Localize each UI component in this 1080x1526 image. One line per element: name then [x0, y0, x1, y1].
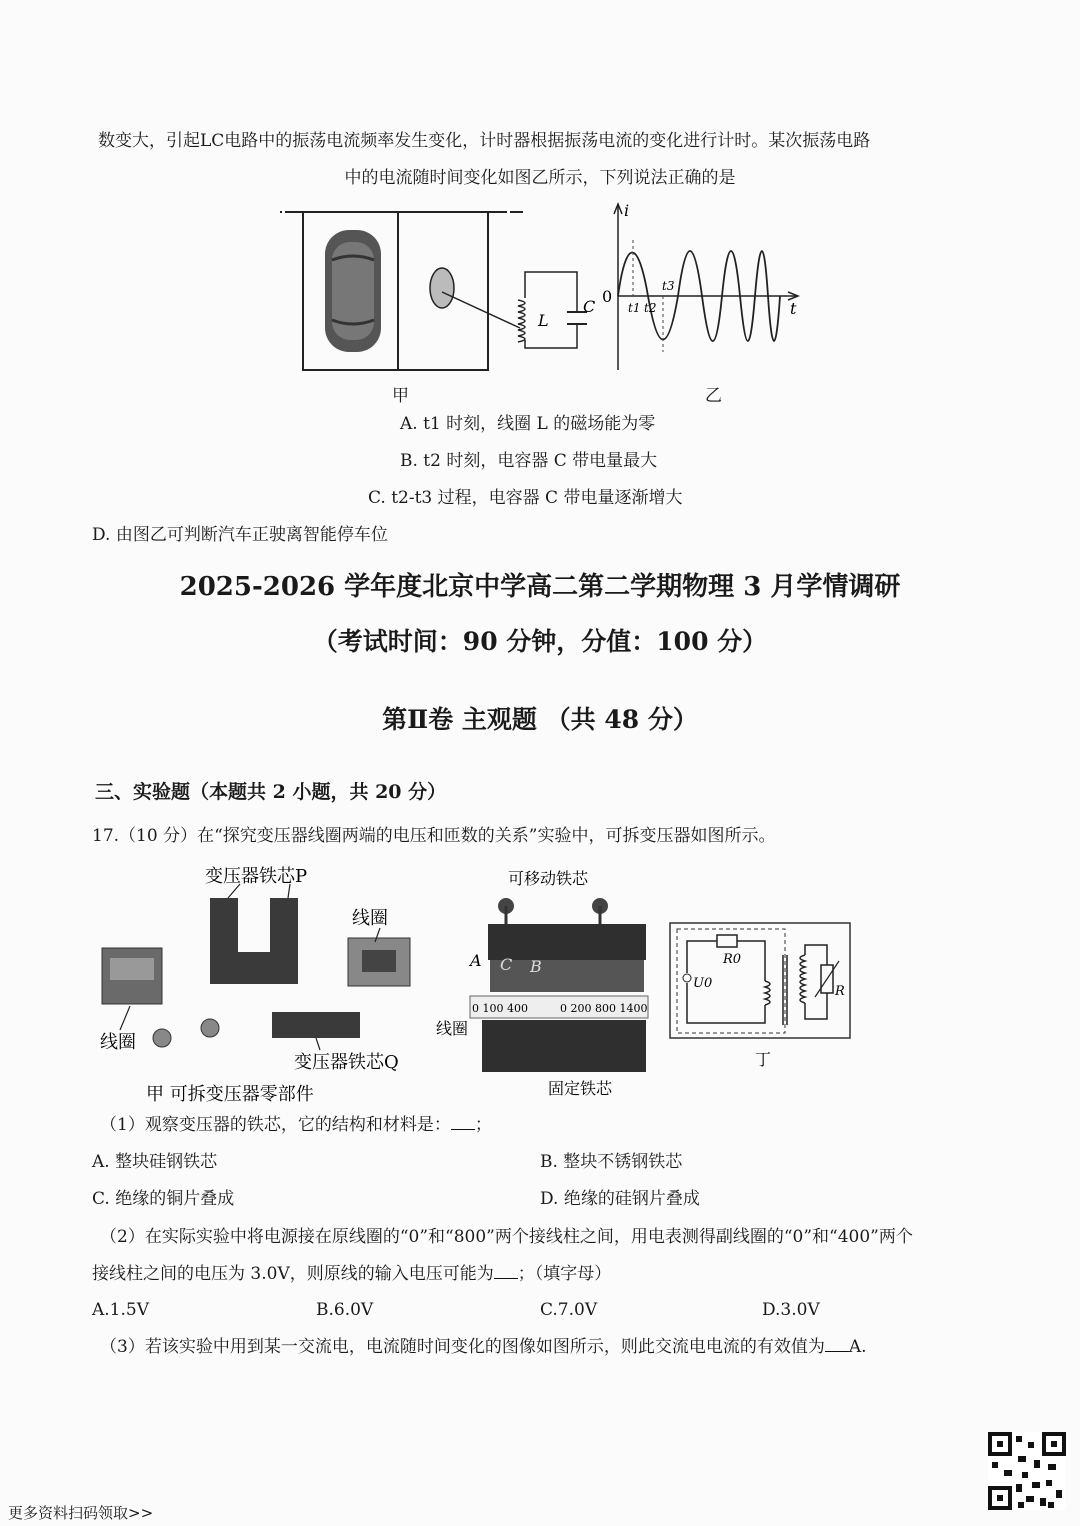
- inductor-coil: [518, 300, 525, 342]
- answer-blank-3[interactable]: [825, 1337, 849, 1352]
- t1-label: t1: [628, 301, 641, 315]
- q17-sub2-option-b: B.6.0V: [316, 1300, 374, 1320]
- core-q: [272, 1012, 360, 1038]
- q17-sub2-option-a: A.1.5V: [92, 1300, 149, 1320]
- fixed-core: [482, 1020, 646, 1072]
- figure-transformer-parts: [90, 860, 430, 1110]
- q17-sub3-text: （3）若该实验中用到某一交流电，电流随时间变化的图像如图所示，则此交流电电流的有效值为: [100, 1337, 825, 1357]
- core-p-label: 变压器铁芯P: [205, 866, 308, 887]
- answer-blank-2[interactable]: [494, 1264, 518, 1279]
- q17-sub1-option-c: C. 绝缘的铜片叠成: [92, 1189, 235, 1209]
- terminal-c-label: C: [500, 955, 513, 974]
- q17-sub2-line2: [92, 1264, 611, 1284]
- q17-sub3-end: A.: [848, 1337, 867, 1357]
- figure-jia-lc-circuit: [270, 200, 600, 390]
- u0-label: U0: [693, 976, 713, 991]
- q17-sub2-end: ；（填字母）: [517, 1264, 612, 1284]
- q16-line2: 中的电流随时间变化如图乙所示，下列说法正确的是: [344, 168, 736, 188]
- r0-label: R0: [723, 952, 742, 967]
- coil-left-label: 线圈: [100, 1032, 136, 1053]
- fixed-core-label: 固定铁芯: [548, 1079, 613, 1098]
- t3-label: t3: [662, 279, 675, 293]
- q17-sub1-option-b: B. 整块不锈钢铁芯: [540, 1152, 683, 1172]
- sensor-disc: [430, 268, 454, 308]
- inductor-label: L: [538, 311, 549, 330]
- figure-yi-caption: 乙: [705, 386, 722, 406]
- y-axis-label: i: [624, 201, 630, 220]
- q17-sub2-line1: （2）在实际实验中将电源接在原线圈的“0”和“800”两个接线柱之间，用电表测得副线圈的“0”和“400”两个: [100, 1227, 913, 1247]
- terminal-a-label: A: [470, 951, 482, 970]
- t2-label: t2: [644, 301, 657, 315]
- figure-assembled-transformer: [430, 862, 660, 1102]
- resistor-r0: [717, 935, 737, 947]
- capacitor-label: C: [583, 297, 596, 316]
- core-p: [210, 898, 298, 984]
- q17-sub1-text: （1）观察变压器的铁芯，它的结构和材料是：: [100, 1115, 451, 1135]
- q17-stem: 17.（10 分）在“探究变压器线圈两端的电压和匝数的关系”实验中，可拆变压器如图所示。: [92, 826, 776, 846]
- q16-option-a: A. t1 时刻，线圈 L 的磁场能为零: [400, 414, 656, 434]
- section-heading: 三、实验题（本题共 2 小题，共 20 分）: [95, 781, 447, 803]
- q17-sub2-option-d: D.3.0V: [762, 1300, 820, 1320]
- q16-option-b: B. t2 时刻，电容器 C 带电量最大: [400, 451, 658, 471]
- q17-sub1-option-a: A. 整块硅钢铁芯: [92, 1152, 218, 1172]
- part-heading: 第Ⅱ卷 主观题 （共 48 分）: [382, 705, 698, 734]
- answer-blank-1[interactable]: [451, 1115, 475, 1130]
- q16-line1: 数变大，引起LC电路中的振荡电流频率发生变化，计时器根据振荡电流的变化进行计时。某次振荡电路: [98, 131, 871, 151]
- exam-info: （考试时间：90 分钟，分值：100 分）: [312, 627, 768, 656]
- q17-sub3: [100, 1337, 867, 1357]
- terminal-b-label: B: [530, 957, 542, 976]
- q17-sub1: [100, 1115, 492, 1135]
- primary-coil: [765, 981, 770, 1005]
- q17-sub1-option-d: D. 绝缘的硅钢片叠成: [540, 1189, 700, 1209]
- r-label: R: [835, 984, 845, 999]
- scale-left: 0 100 400: [472, 1002, 528, 1015]
- scale-right: 0 200 800 1400: [560, 1002, 648, 1015]
- coil-top-label: 线圈: [352, 908, 388, 929]
- figure-a-caption: 甲 可拆变压器零部件: [146, 1084, 314, 1105]
- q16-option-d: D. 由图乙可判断汽车正驶离智能停车位: [92, 525, 388, 545]
- x-axis-label: t: [790, 299, 797, 318]
- figure-ding-circuit: [665, 915, 860, 1075]
- qr-code-icon[interactable]: [988, 1432, 1066, 1510]
- figure-yi-it-graph: [600, 198, 810, 378]
- q17-sub1-end: ；: [474, 1115, 492, 1135]
- core-q-label: 变压器铁芯Q: [294, 1052, 399, 1073]
- coil-label: 线圈: [436, 1019, 469, 1038]
- footer-link[interactable]: 更多资料扫码领取>>: [8, 1504, 154, 1522]
- secondary-coil: [800, 955, 805, 1003]
- figure-jia-caption: 甲: [392, 386, 409, 406]
- q17-sub2-text: 接线柱之间的电压为 3.0V，则原线的输入电压可能为: [92, 1264, 494, 1284]
- origin-label: 0: [602, 287, 613, 306]
- figure-d-caption: 丁: [755, 1050, 772, 1069]
- movable-core-label: 可移动铁芯: [508, 869, 589, 888]
- q17-sub2-option-c: C.7.0V: [540, 1300, 598, 1320]
- q16-option-c: C. t2-t3 过程，电容器 C 带电量逐渐增大: [368, 488, 683, 508]
- page-title: 2025-2026 学年度北京中学高二第二学期物理 3 月学情调研: [179, 572, 901, 602]
